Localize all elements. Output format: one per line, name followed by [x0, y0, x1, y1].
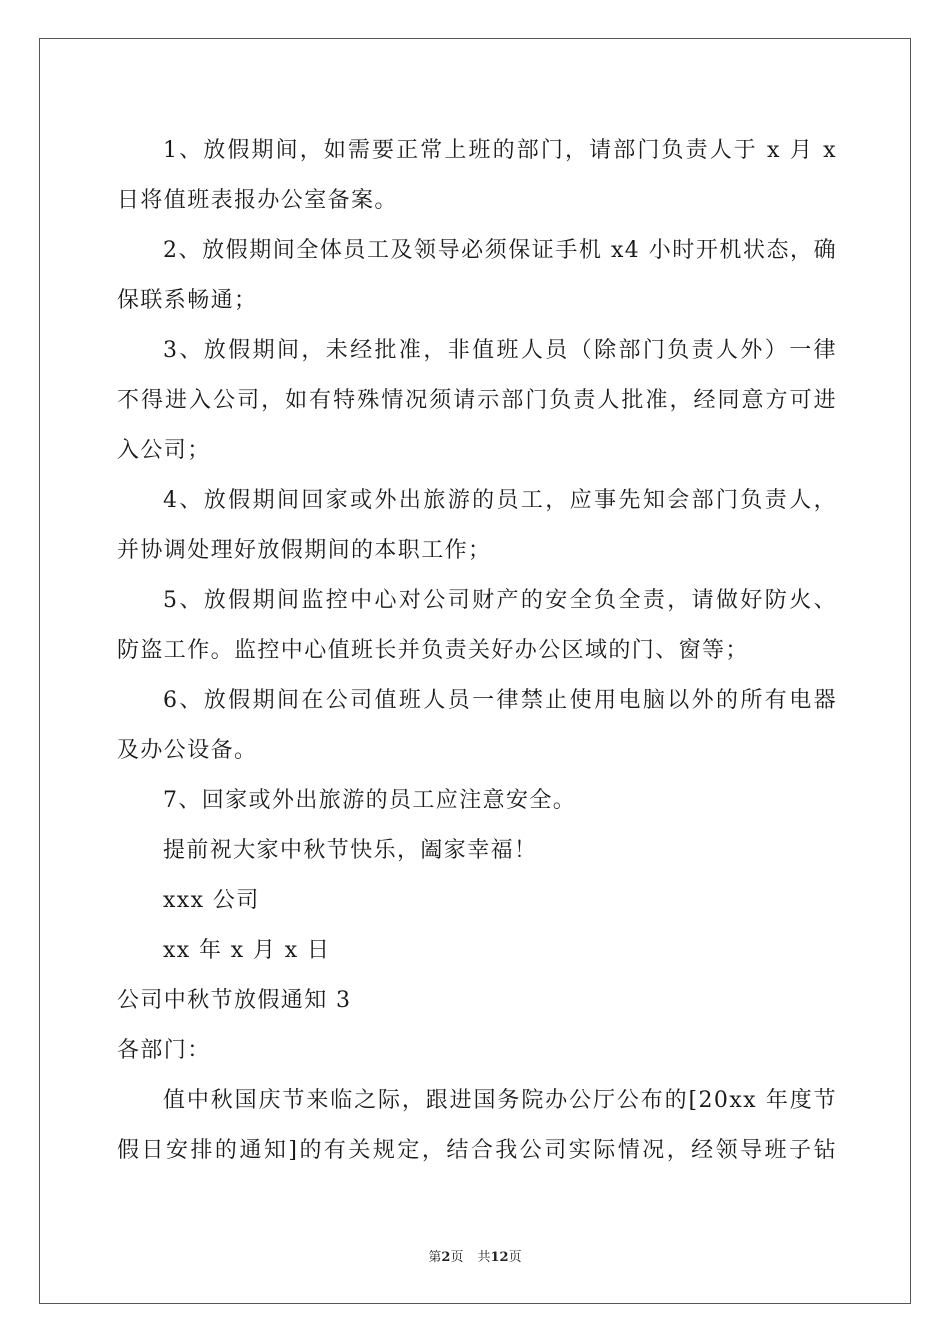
page-number: 2 [441, 1250, 451, 1265]
paragraph-line: 3、放假期间，未经批准，非值班人员（除部门负责人外）一律 [163, 338, 837, 363]
closing-greeting: 提前祝大家中秋节快乐，阖家幸福！ [163, 838, 538, 863]
paragraph-line: 5、放假期间监控中心对公司财产的安全负全责，请做好防火、 [163, 588, 837, 613]
page-prefix: 第 [428, 1250, 442, 1265]
total-suffix: 页 [508, 1250, 522, 1265]
page-suffix: 页 [450, 1250, 464, 1265]
paragraph-line: 日将值班表报办公室备案。 [117, 188, 398, 213]
paragraph-line: 及办公设备。 [117, 738, 258, 763]
paragraph-line: 并协调处理好放假期间的本职工作； [117, 538, 492, 563]
paragraph-line: 1、放假期间，如需要正常上班的部门，请部门负责人于 x 月 x [163, 138, 837, 163]
salutation: 各部门： [117, 1038, 211, 1063]
paragraph-line: 6、放假期间在公司值班人员一律禁止使用电脑以外的所有电器 [163, 688, 837, 713]
total-pages: 12 [490, 1250, 509, 1265]
paragraph-line: 保联系畅通； [117, 288, 258, 313]
page-footer [0, 1246, 950, 1265]
paragraph-line: 入公司； [117, 438, 211, 463]
section-title: 公司中秋节放假通知 3 [117, 988, 352, 1013]
signature-date: xx 年 x 月 x 日 [163, 938, 331, 963]
signature-company: xxx 公司 [163, 888, 260, 913]
paragraph-line: 不得进入公司，如有特殊情况须请示部门负责人批准，经同意方可进 [117, 388, 837, 413]
paragraph-line: 7、回家或外出旅游的员工应注意安全。 [163, 788, 577, 813]
paragraph-line: 2、放假期间全体员工及领导必须保证手机 x4 小时开机状态，确 [163, 238, 837, 263]
paragraph-line: 4、放假期间回家或外出旅游的员工，应事先知会部门负责人， [163, 488, 837, 513]
paragraph-line: 值中秋国庆节来临之际，跟进国务院办公厅公布的[20xx 年度节 [163, 1088, 837, 1113]
document-body [117, 128, 837, 1178]
total-prefix: 共 [477, 1250, 491, 1265]
paragraph-line: 假日安排的通知]的有关规定，结合我公司实际情况，经领导班子钻 [117, 1138, 837, 1163]
paragraph-line: 防盗工作。监控中心值班长并负责关好办公区域的门、窗等； [117, 638, 749, 663]
